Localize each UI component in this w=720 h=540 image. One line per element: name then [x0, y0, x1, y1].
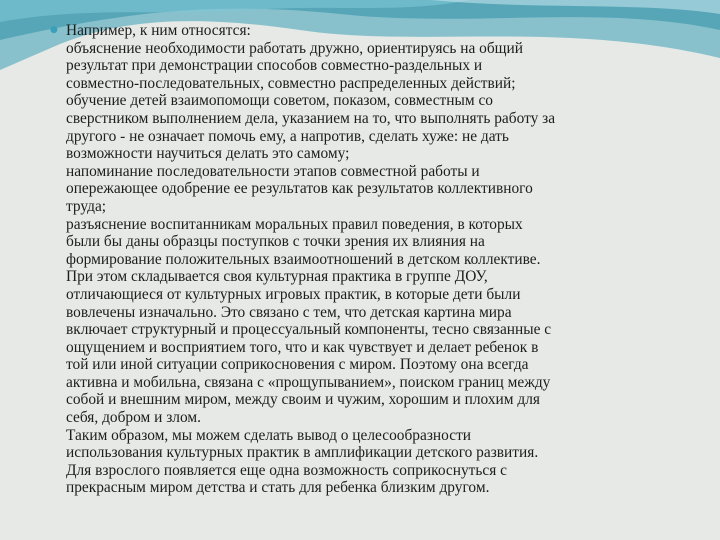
text-line: были бы даны образцы поступков с точки зрения их влияния на [66, 233, 485, 251]
text-line: той или иной ситуации соприкосновения с миром. Поэтому она всегда [66, 356, 529, 374]
paragraph [66, 22, 690, 497]
text-line: разъяснение воспитанникам моральных правил поведения, в которых [66, 215, 523, 233]
text-line: использования культурных практик в амплификации детского развития. [66, 444, 539, 462]
text-line: другого - не означает помочь ему, а напротив, сделать хуже: не дать [66, 127, 509, 145]
text-line: собой и внешним миром, между своим и чужим, хорошим и плохим для [66, 391, 540, 409]
text-line: себя, добром и злом. [66, 409, 201, 427]
text-line: сверстником выполнением дела, указанием на то, что выполнять работу за [66, 109, 556, 127]
text-line: прекрасным миром детства и стать для ребенка близким другом. [66, 479, 490, 497]
text-line: При этом складывается своя культурная практика в группе ДОУ, [66, 268, 488, 286]
text-line: обучение детей взаимопомощи советом, показом, совместным со [66, 92, 493, 110]
text-line: Таким образом, мы можем сделать вывод о целесообразности [66, 426, 472, 444]
round-bullet-icon: ● [50, 25, 58, 35]
text-line: включает структурный и процессуальный компоненты, тесно связанные с [66, 321, 552, 339]
text-line: активна и мобильна, связана с «прощупыванием», поиском границ между [66, 373, 551, 391]
text-line: опережающее одобрение ее результатов как результатов коллективного [66, 180, 533, 198]
text-line: совместно-последовательных, совместно распределенных действий; [66, 74, 516, 92]
text-line: ощущением и восприятием того, что и как чувствует и делает ребенок в [66, 338, 539, 356]
slide-content [50, 22, 690, 497]
text-line: объяснение необходимости работать дружно, ориентируясь на общий [66, 39, 523, 57]
text-line: напоминание последовательности этапов совместной работы и [66, 162, 480, 180]
text-line: труда; [66, 197, 107, 215]
text-line: формирование положительных взаимоотношений в детском коллективе. [66, 250, 541, 268]
text-line: отличающиеся от культурных игровых практик, в которые дети были [66, 285, 521, 303]
text-line: возможности научиться делать это самому; [66, 145, 350, 163]
text-line: Например, к ним относятся: [66, 22, 251, 39]
text-line: Для взрослого появляется еще одна возможность соприкоснуться с [66, 461, 508, 479]
text-line: вовлечены изначально. Это связано с тем, что детская картина мира [66, 303, 512, 321]
text-line: результат при демонстрации способов совместно-раздельных и [66, 57, 483, 75]
